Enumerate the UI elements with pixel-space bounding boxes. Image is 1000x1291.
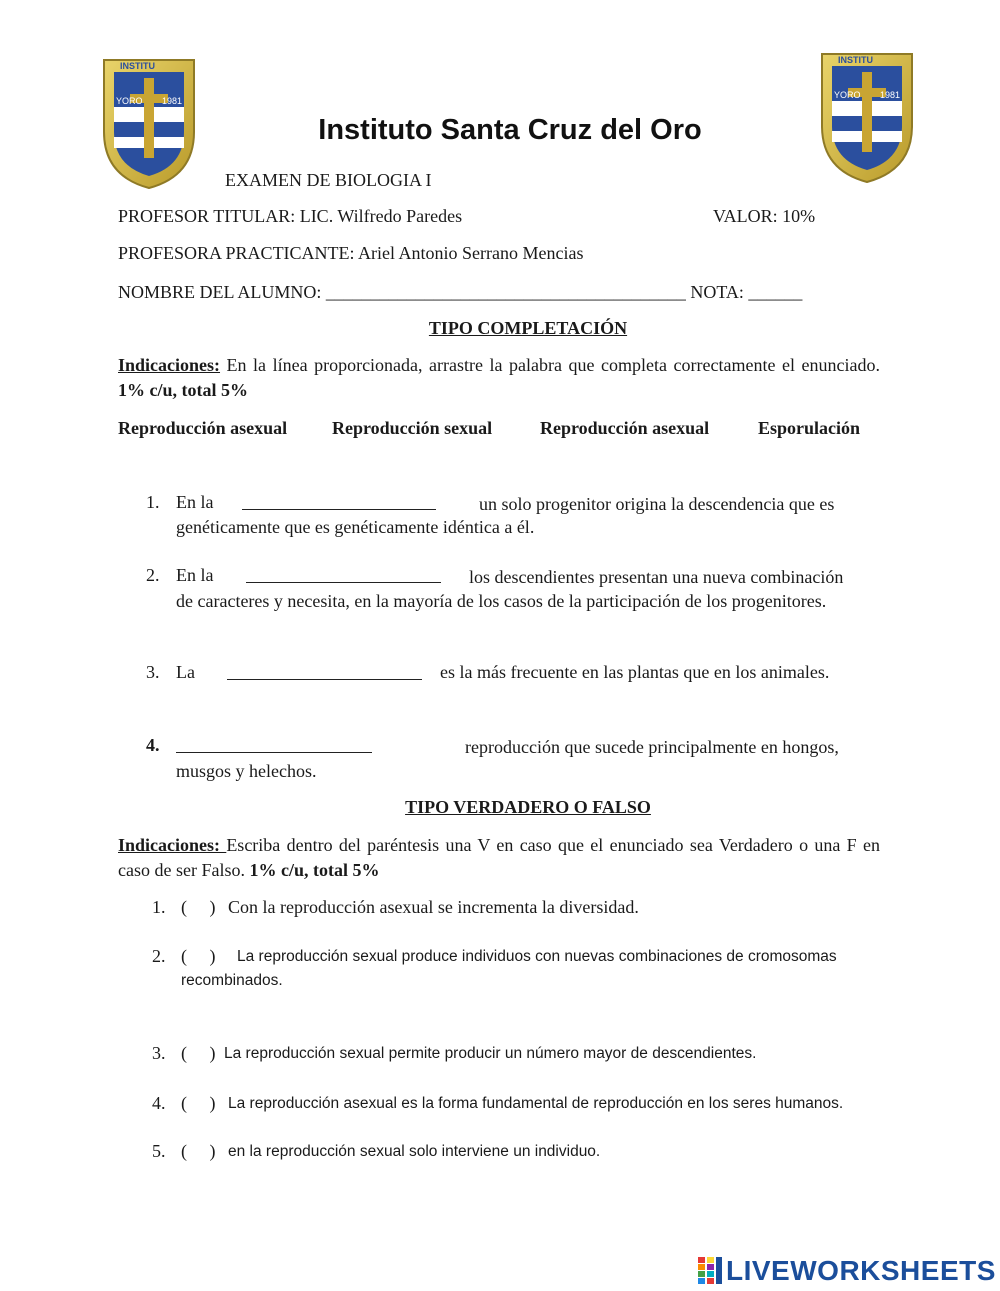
grade-label: NOTA:	[690, 282, 744, 302]
completion-item-line2: de caracteres y necesita, en la mayoría de los casos de la participación de los progenitores.	[176, 591, 827, 611]
crest-text-top: INSTITU	[120, 61, 155, 71]
word-bank-item[interactable]: Reproducción asexual	[118, 418, 288, 438]
tf-answer-parens[interactable]: ( )	[181, 946, 216, 966]
instructions-score: 1% c/u, total 5%	[118, 380, 248, 400]
word-bank-item[interactable]: Reproducción sexual	[332, 418, 493, 438]
instructions-label: Indicaciones:	[118, 835, 227, 855]
tf-answer-parens[interactable]: ( )	[181, 897, 216, 917]
instructions-text: Escriba dentro del paréntesis una V en caso que el enunciado sea Verdadero o una F en caso de ser Falso.	[118, 835, 880, 880]
liveworksheets-brand	[698, 1255, 996, 1287]
crest-text-year: 1981	[880, 90, 901, 100]
tf-item-text: La reproducción sexual permite producir un número mayor de descendientes.	[224, 1045, 757, 1062]
grade-field[interactable]: ______	[748, 282, 803, 302]
tf-item-text: en la reproducción sexual solo interviene un individuo.	[228, 1143, 601, 1160]
section-truefalse-heading: TIPO VERDADERO O FALSO	[405, 797, 651, 817]
crest-text-year: 1981	[162, 96, 183, 106]
tf-item-number: 2.	[152, 946, 166, 966]
exam-value: VALOR: 10%	[713, 206, 816, 226]
instructions-text: En la línea proporcionada, arrastre la palabra que completa correctamente el enunciado.	[220, 355, 880, 375]
student-name-label: NOMBRE DEL ALUMNO:	[118, 282, 322, 302]
tf-item-line2: recombinados.	[181, 972, 283, 989]
exam-title: EXAMEN DE BIOLOGIA I	[225, 170, 432, 190]
section-completion-heading: TIPO COMPLETACIÓN	[428, 318, 628, 338]
completion-item-before: En la	[176, 492, 214, 512]
completion-item-number: 2.	[146, 565, 160, 585]
instructions-label: Indicaciones:	[118, 355, 221, 375]
tf-answer-parens[interactable]: ( )	[181, 1141, 216, 1161]
crest-text-top: INSTITU	[838, 55, 873, 65]
instructions-score: 1% c/u, total 5%	[249, 860, 380, 880]
professor-line: PROFESOR TITULAR: LIC. Wilfredo Paredes	[118, 206, 463, 226]
completion-item-line2: musgos y helechos.	[176, 761, 317, 781]
liveworksheets-brand-text: LIVEWORKSHEETS	[726, 1255, 996, 1286]
student-name-field[interactable]: ________________________________________	[325, 282, 686, 302]
drop-blank-4[interactable]	[176, 735, 372, 753]
tf-item-text: La reproducción asexual es la forma fundamental de reproducción en los seres humanos.	[228, 1095, 844, 1112]
completion-item-number: 4.	[146, 735, 160, 755]
tf-item-number: 3.	[152, 1043, 166, 1063]
word-bank-item[interactable]: Esporulación	[758, 418, 861, 438]
drop-blank-2[interactable]	[246, 565, 441, 583]
completion-item-before: La	[176, 662, 195, 682]
completion-item-number: 1.	[146, 492, 160, 512]
word-bank-item[interactable]: Reproducción asexual	[540, 418, 710, 438]
student-name-row	[118, 282, 802, 303]
tf-item-number: 5.	[152, 1141, 166, 1161]
completion-item-after: reproducción que sucede principalmente en hongos,	[465, 737, 839, 757]
school-name: Instituto Santa Cruz del Oro	[318, 114, 702, 146]
drop-blank-3[interactable]	[227, 662, 422, 680]
drop-blank-1[interactable]	[242, 492, 436, 510]
tf-answer-parens[interactable]: ( )	[181, 1093, 216, 1113]
completion-item-after: los descendientes presentan una nueva combinación	[469, 567, 844, 587]
completion-item-before: En la	[176, 565, 214, 585]
completion-item-after: es la más frecuente en las plantas que en los animales.	[440, 662, 830, 682]
tf-answer-parens[interactable]: ( )	[181, 1043, 216, 1063]
tf-item-text: La reproducción sexual produce individuos con nuevas combinaciones de cromosomas	[237, 948, 837, 965]
tf-item-text: Con la reproducción asexual se incrementa la diversidad.	[228, 897, 639, 917]
completion-instructions	[118, 353, 880, 403]
crest-text-yoro: YORO	[116, 96, 143, 106]
tf-item-number: 1.	[152, 897, 166, 917]
completion-item-line2: genéticamente que es genéticamente idéntica a él.	[176, 517, 535, 537]
completion-item-number: 3.	[146, 662, 160, 682]
liveworksheets-logo-icon	[698, 1257, 722, 1285]
crest-text-yoro: YORO	[834, 90, 861, 100]
practicante-line: PROFESORA PRACTICANTE: Ariel Antonio Serrano Mencias	[118, 243, 584, 263]
tf-item-number: 4.	[152, 1093, 166, 1113]
truefalse-instructions	[118, 833, 880, 883]
completion-item-after: un solo progenitor origina la descendencia que es	[479, 494, 835, 514]
